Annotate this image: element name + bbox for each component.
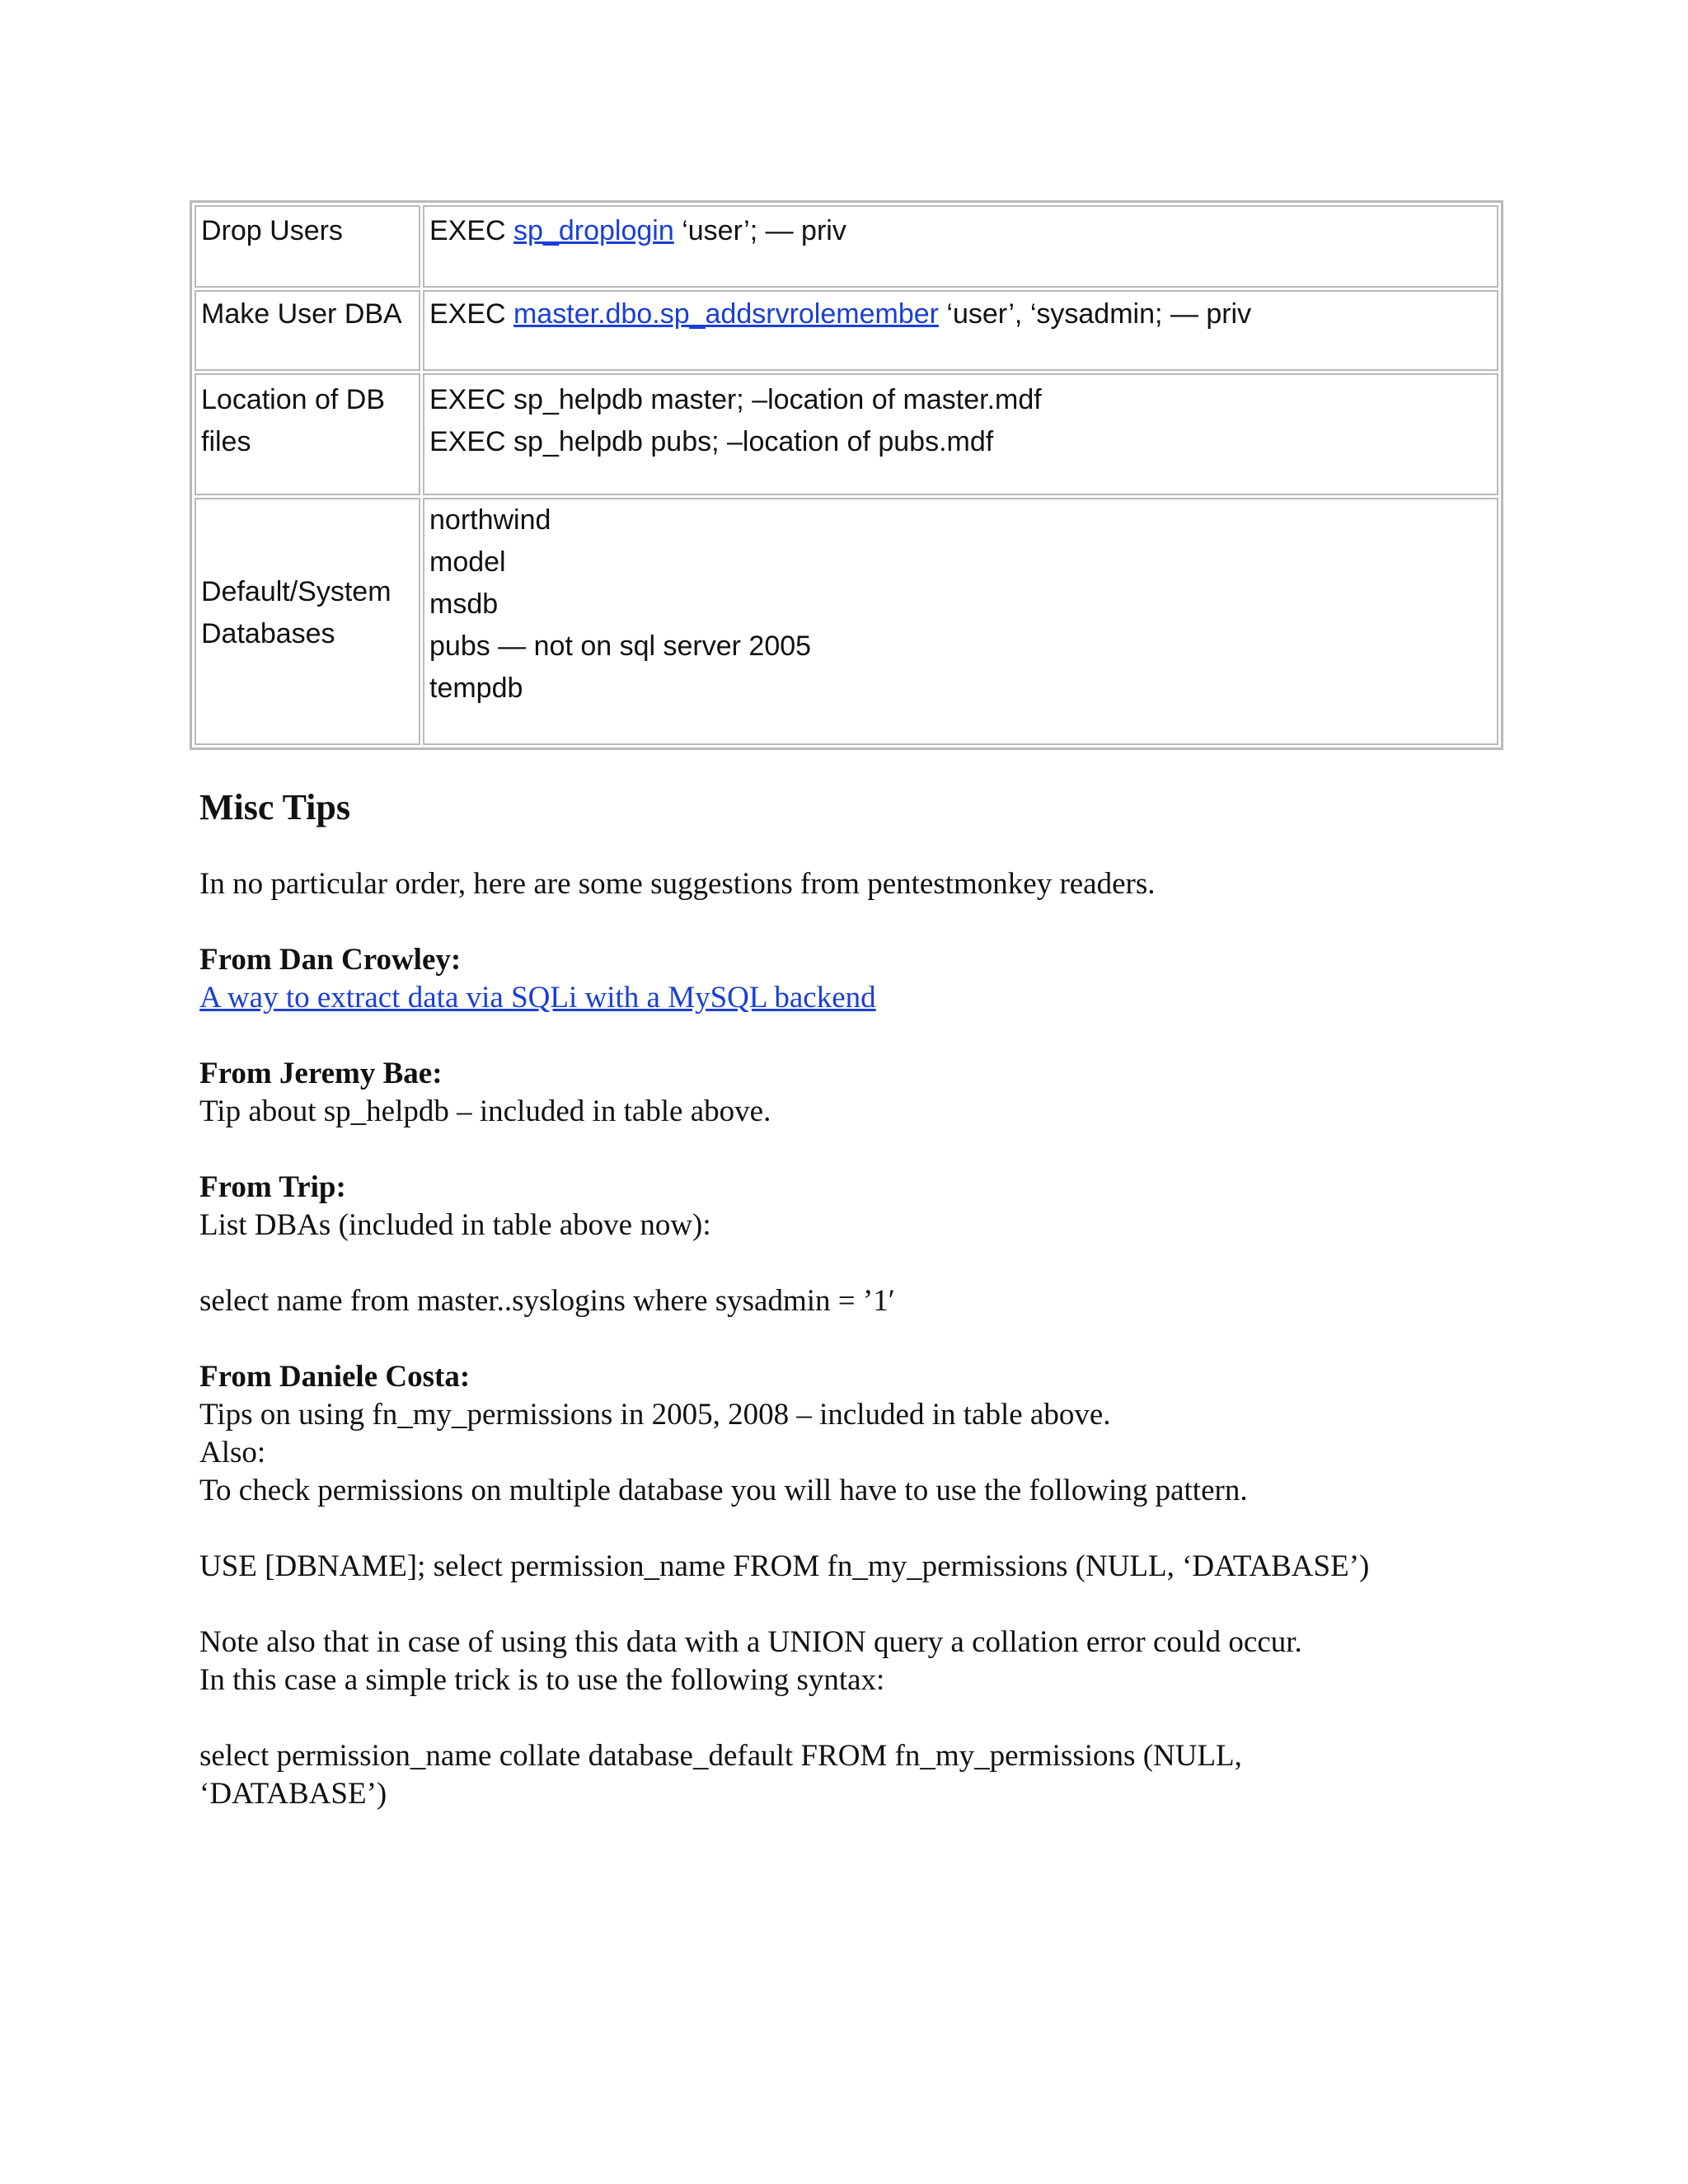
table-row-drop-users	[195, 205, 1498, 288]
tip-text: List DBAs (included in table above now):	[199, 1208, 711, 1242]
note-text	[199, 1624, 1518, 1699]
table-cell-label: Make User DBA	[195, 290, 420, 371]
database-name: msdb	[429, 588, 499, 620]
tip-text: To check permissions on multiple database you will have to use the following pattern.	[199, 1474, 1248, 1507]
sp-addsrvrolemember-link[interactable]: master.dbo.sp_addsrvrolemember	[513, 298, 939, 330]
contributor-name: From Dan Crowley:	[199, 943, 462, 977]
code-prefix: EXEC	[429, 298, 514, 330]
code-sample: USE [DBNAME]; select permission_name FROM fn_my_permissions (NULL, ‘DATABASE’)	[199, 1549, 1370, 1583]
contributor-name: From Trip:	[199, 1170, 346, 1204]
tip-daniele-costa	[199, 1358, 1518, 1510]
table-row-location-of-db-files	[195, 373, 1498, 495]
tip-trip	[199, 1169, 1518, 1244]
tip-dan-crowley	[199, 941, 1518, 1017]
tip-jeremy-bae	[199, 1055, 1518, 1131]
contributor-name: From Daniele Costa:	[199, 1360, 471, 1394]
code-sample	[199, 1737, 1518, 1813]
contributor-name: From Jeremy Bae:	[199, 1057, 443, 1090]
cheat-sheet-table	[190, 200, 1503, 750]
table-cell-value	[423, 290, 1498, 371]
code-suffix: ‘user’, ‘sysadmin; — priv	[938, 298, 1252, 330]
code-sample: select name from master..syslogins where sysadmin = ’1′	[199, 1284, 895, 1318]
intro-text: In no particular order, here are some suggestions from pentestmonkey readers.	[199, 867, 1156, 901]
code-line: EXEC sp_helpdb master; –location of master.mdf	[429, 384, 1042, 415]
database-name: pubs — not on sql server 2005	[429, 630, 812, 662]
database-name: tempdb	[429, 673, 523, 704]
code-line: EXEC sp_helpdb pubs; –location of pubs.mdf	[429, 426, 994, 457]
section-heading-misc-tips: Misc Tips	[199, 787, 350, 827]
note-line: Note also that in case of using this data with a UNION query a collation error could occur.	[199, 1625, 1302, 1659]
table-cell-label: Drop Users	[195, 205, 420, 288]
tip-text: Tips on using fn_my_permissions in 2005, 2008 – included in table above.	[199, 1398, 1111, 1432]
note-line: In this case a simple trick is to use the following syntax:	[199, 1663, 885, 1697]
table-cell-value	[423, 373, 1498, 495]
table-cell-label: Location of DB files	[195, 373, 420, 495]
tip-text: Also:	[199, 1436, 266, 1469]
code-line: select permission_name collate database_default FROM fn_my_permissions (NULL,	[199, 1739, 1242, 1773]
mysql-backend-link[interactable]: A way to extract data via SQLi with a MySQL backend	[199, 981, 876, 1015]
table-row-default-system-databases	[195, 498, 1498, 745]
table-cell-label	[195, 498, 420, 745]
sp-droplogin-link[interactable]: sp_droplogin	[513, 215, 674, 246]
misc-tips-content	[199, 865, 1518, 1813]
table-cell-label-text: Default/System Databases	[201, 576, 392, 649]
database-name: northwind	[429, 504, 551, 536]
tip-text: Tip about sp_helpdb – included in table above.	[199, 1094, 771, 1128]
table-cell-value	[423, 498, 1498, 745]
table-cell-value	[423, 205, 1498, 288]
code-prefix: EXEC	[429, 215, 514, 246]
database-name: model	[429, 546, 506, 578]
code-line: ‘DATABASE’)	[199, 1777, 387, 1811]
code-suffix: ‘user’; — priv	[673, 215, 846, 246]
table-row-make-user-dba	[195, 290, 1498, 371]
